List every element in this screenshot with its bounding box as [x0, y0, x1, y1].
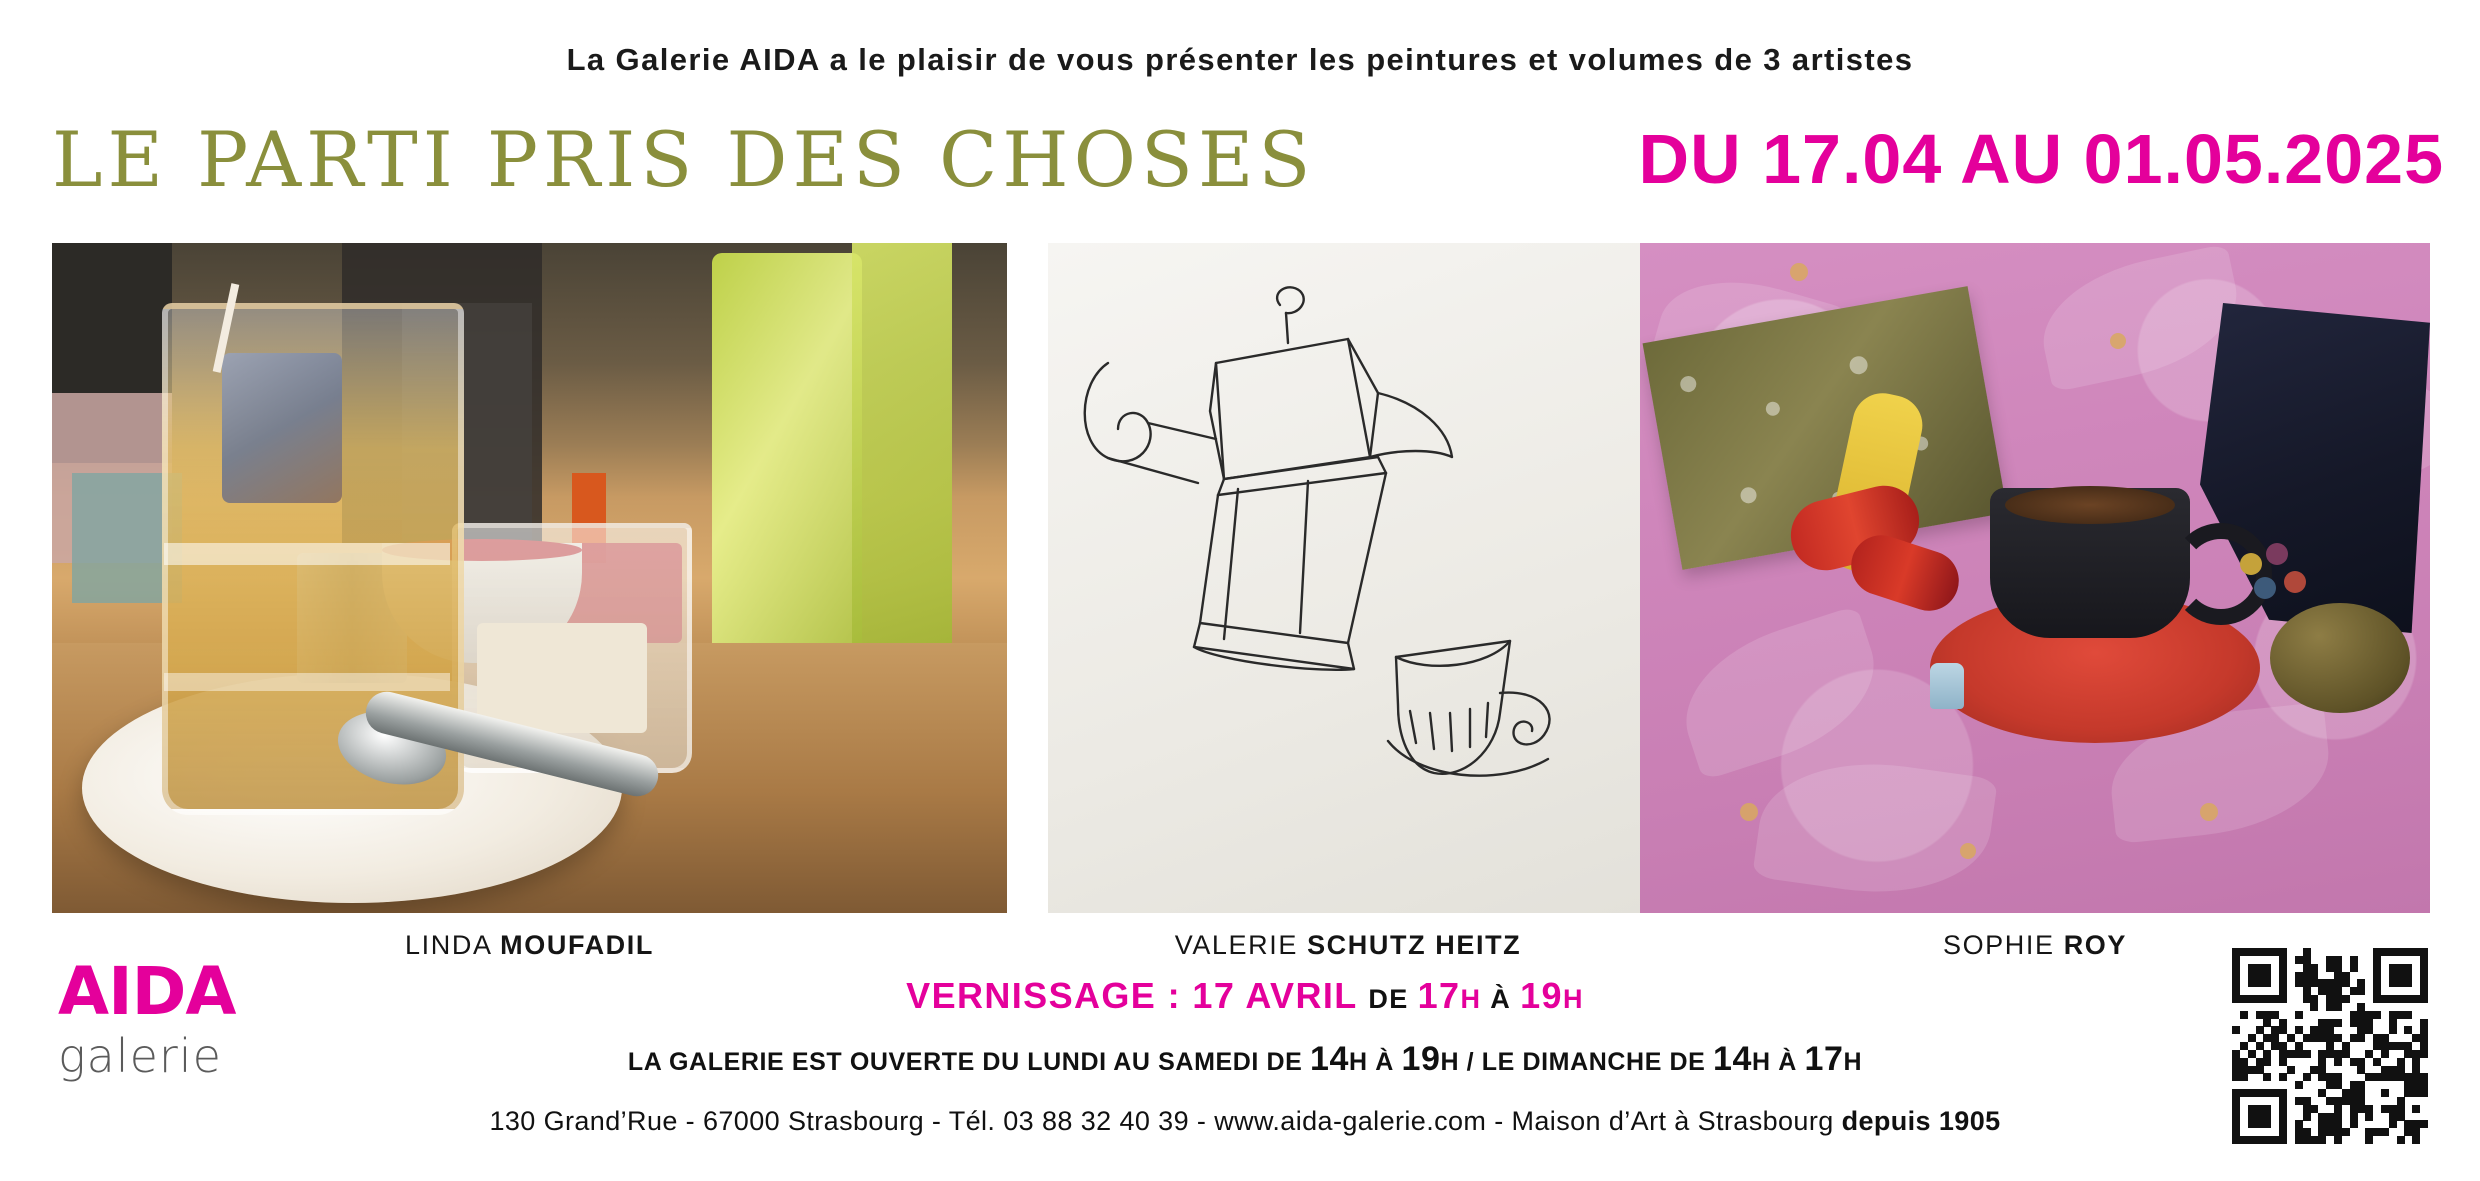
wire-moka-pot-drawing: [1048, 243, 1648, 913]
painting-green-bottle: [852, 243, 952, 673]
painting-dot: [2110, 333, 2126, 349]
opening-h-4: H: [1843, 1048, 1863, 1076]
vernissage-start: 17: [1417, 975, 1461, 1016]
logo-subtitle: galerie: [58, 1029, 222, 1083]
artist-last-name: SCHUTZ HEITZ: [1307, 930, 1522, 960]
painting-tea-bag: [222, 353, 342, 503]
vernissage-label: VERNISSAGE :: [906, 975, 1193, 1016]
opening-h-2: H: [1440, 1048, 1460, 1076]
logo-brand: AIDA: [58, 953, 236, 1030]
address-text: 130 Grand’Rue - 67000 Strasbourg - Tél. 03 88 32 40 39 - www.aida-galerie.com - Maison d’Art à Strasbourg: [489, 1106, 1842, 1136]
painting-coffee-surface: [2005, 486, 2175, 524]
painting-shape: [477, 623, 647, 733]
vernissage-end-h: H: [1562, 984, 1584, 1014]
vernissage-start-h: H: [1460, 984, 1491, 1014]
opening-from-1: 14: [1310, 1040, 1350, 1078]
exhibition-title: LE PARTI PRIS DES CHOSES: [52, 115, 1316, 204]
address-since: depuis 1905: [1841, 1106, 2001, 1136]
opening-from-2: 14: [1713, 1040, 1753, 1078]
painting-beads: [2240, 543, 2330, 633]
artwork-valerie-schutz-heitz: [1048, 243, 1648, 913]
vernissage-line: [300, 975, 2190, 1017]
opening-separator: / LE DIMANCHE DE: [1459, 1048, 1713, 1076]
intro-text: La Galerie AIDA a le plaisir de vous présenter les peintures et volumes de 3 artistes: [566, 42, 1914, 77]
painting-dot: [2200, 803, 2218, 821]
opening-hours-line: [300, 1040, 2190, 1079]
artwork-sophie-roy: [1640, 243, 2430, 913]
artist-first-name: VALERIE: [1174, 930, 1308, 960]
opening-a-1: À: [1375, 1048, 1402, 1076]
artist-name-2: [1048, 930, 1648, 961]
painting-shape: [164, 673, 450, 691]
vernissage-de: DE: [1368, 984, 1418, 1014]
aida-galerie-logo: [58, 953, 288, 1083]
artist-first-name: LINDA: [405, 930, 501, 960]
artwork-linda-moufadil: [52, 243, 1007, 913]
exhibition-dates: DU 17.04 AU 01.05.2025: [1638, 120, 2444, 198]
artist-names-row: [0, 930, 2480, 970]
gallery-address-line: [300, 1106, 2190, 1137]
opening-text-1: LA GALERIE EST OUVERTE DU LUNDI AU SAMEDI DE: [627, 1048, 1310, 1076]
vernissage-end: 19: [1520, 975, 1563, 1016]
title-row: [0, 115, 2480, 220]
painting-shape: [164, 543, 450, 565]
opening-to-1: 19: [1401, 1040, 1441, 1078]
vernissage-a: À: [1490, 984, 1521, 1014]
artist-first-name: SOPHIE: [1942, 930, 2064, 960]
artist-last-name: MOUFADIL: [500, 930, 654, 960]
painting-thimble: [1930, 663, 1964, 709]
painting-dot: [1790, 263, 1808, 281]
painting-dot: [1740, 803, 1758, 821]
opening-to-2: 17: [1804, 1040, 1844, 1078]
artwork-row: [0, 243, 2480, 913]
opening-a-2: À: [1778, 1048, 1805, 1076]
vernissage-date: 17 AVRIL: [1192, 975, 1369, 1016]
opening-h-1: H: [1349, 1048, 1376, 1076]
opening-h-3: H: [1752, 1048, 1779, 1076]
painting-dot: [1960, 843, 1976, 859]
qr-code[interactable]: [2232, 948, 2428, 1144]
artist-last-name: ROY: [2063, 930, 2128, 960]
